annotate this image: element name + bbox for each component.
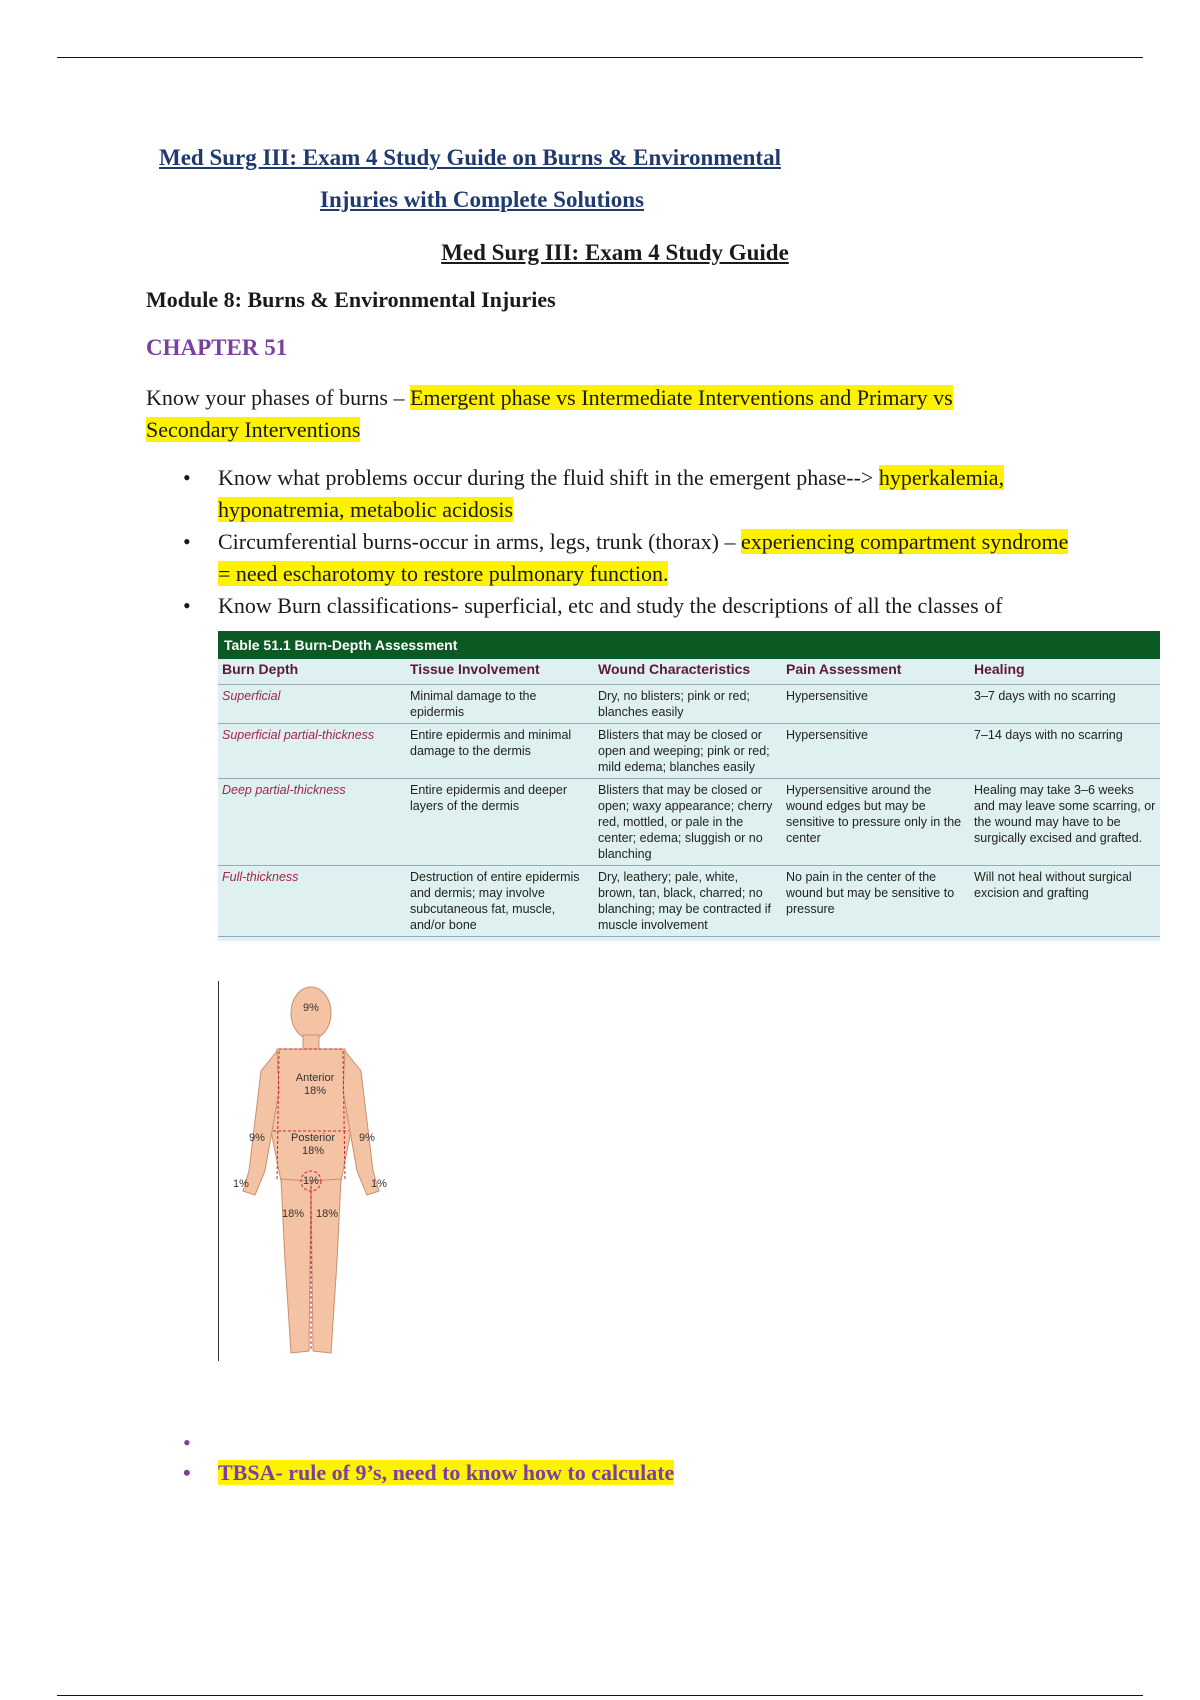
table-cell: No pain in the center of the wound but may be sensitive to pressure — [782, 866, 970, 937]
tbsa-text: TBSA- rule of 9’s, need to know how to calculate — [218, 1460, 675, 1485]
bullet-dot: • — [183, 529, 191, 554]
bullet-item — [183, 526, 1083, 590]
table-cell: Destruction of entire epidermis and dermis; may involve subcutaneous fat, muscle, and/or bone — [406, 866, 594, 937]
label-anterior: Anterior — [295, 1072, 335, 1084]
module-heading: Module 8: Burns & Environmental Injuries — [146, 287, 556, 312]
intro-text: Know your phases of burns – — [146, 385, 410, 410]
table-cell: Superficial partial-thickness — [218, 724, 406, 779]
table-cell: Hypersensitive — [782, 724, 970, 779]
bullet-text: Know Burn classifications- superficial, etc and study the descriptions of all the classes of — [218, 593, 1003, 618]
table-cell: Hypersensitive around the wound edges but may be sensitive to pressure only in the center — [782, 779, 970, 866]
empty-bullet: • — [183, 1430, 191, 1455]
table-cell: Entire epidermis and minimal damage to the dermis — [406, 724, 594, 779]
table-cell: Full-thickness — [218, 866, 406, 937]
body-diagram — [219, 981, 399, 1361]
rule-of-nines-figure — [218, 981, 399, 1361]
tbsa-bullet — [183, 1460, 674, 1486]
table-cell: Hypersensitive — [782, 685, 970, 724]
table-cell: Superficial — [218, 685, 406, 724]
table-cell: Blisters that may be closed or open; waxy appearance; cherry red, mottled, or pale in the center; edema; sluggish or no blanching — [594, 779, 782, 866]
label-posterior-pct: 18% — [301, 1145, 325, 1157]
label-anterior-pct: 18% — [303, 1085, 327, 1097]
bullet-text: Know what problems occur during the fluid shift in the emergent phase--> — [218, 465, 879, 490]
table-cell: 7–14 days with no scarring — [970, 724, 1160, 779]
top-rule — [57, 57, 1143, 58]
table-cell: 3–7 days with no scarring — [970, 685, 1160, 724]
bullet-item — [183, 590, 1083, 622]
table-bottom-edge — [218, 937, 1160, 941]
table-header-cell: Burn Depth — [218, 659, 406, 685]
table-cell: Dry, leathery; pale, white, brown, tan, black, charred; no blanching; may be contracted if muscle involvement — [594, 866, 782, 937]
label-head: 9% — [303, 1002, 319, 1014]
table-cell: Deep partial-thickness — [218, 779, 406, 866]
label-posterior: Posterior — [290, 1132, 336, 1144]
intro-paragraph — [146, 382, 1046, 446]
bullet-highlight: experiencing compartment syndrome = need escharotomy to restore pulmonary function. — [218, 529, 1069, 586]
intro-highlight: Emergent phase vs Intermediate Interventions and Primary vs Secondary Interventions — [146, 385, 953, 442]
bullet-dot: • — [183, 465, 191, 490]
table-cell: Dry, no blisters; pink or red; blanches easily — [594, 685, 782, 724]
label-hand-left: 1% — [233, 1178, 249, 1190]
bullet-dot: • — [183, 1460, 191, 1485]
table-header-cell: Pain Assessment — [782, 659, 970, 685]
table-grid — [218, 659, 1160, 937]
bullet-text: Circumferential burns-occur in arms, legs, trunk (thorax) – — [218, 529, 741, 554]
table-cell: Healing may take 3–6 weeks and may leave some scarring, or the wound may have to be surgically excised and grafted. — [970, 779, 1160, 866]
bullet-item — [183, 462, 1083, 526]
bullet-dot: • — [183, 593, 191, 618]
label-arm-right: 9% — [359, 1132, 375, 1144]
label-leg-left: 18% — [281, 1208, 305, 1220]
table-header-cell: Tissue Involvement — [406, 659, 594, 685]
table-header-cell: Wound Characteristics — [594, 659, 782, 685]
document-subtitle: Med Surg III: Exam 4 Study Guide — [441, 240, 789, 265]
label-arm-left: 9% — [249, 1132, 265, 1144]
label-hand-right: 1% — [371, 1178, 387, 1190]
burn-depth-table — [218, 631, 1160, 941]
table-cell: Blisters that may be closed or open and weeping; pink or red; mild edema; blanches easily — [594, 724, 782, 779]
document-title-line2: Injuries with Complete Solutions — [320, 187, 644, 212]
table-caption: Table 51.1 Burn-Depth Assessment — [218, 631, 1160, 659]
chapter-heading: CHAPTER 51 — [146, 335, 288, 360]
bottom-rule — [57, 1695, 1143, 1696]
label-groin: 1% — [303, 1175, 319, 1187]
document-title-line1: Med Surg III: Exam 4 Study Guide on Burns & Environmental — [159, 145, 781, 170]
bullet-list — [183, 462, 1083, 622]
bullet-highlight: hyperkalemia, hyponatremia, metabolic acidosis — [218, 465, 1005, 522]
table-header-cell: Healing — [970, 659, 1160, 685]
table-cell: Minimal damage to the epidermis — [406, 685, 594, 724]
label-leg-right: 18% — [315, 1208, 339, 1220]
table-cell: Entire epidermis and deeper layers of the dermis — [406, 779, 594, 866]
table-cell: Will not heal without surgical excision and grafting — [970, 866, 1160, 937]
